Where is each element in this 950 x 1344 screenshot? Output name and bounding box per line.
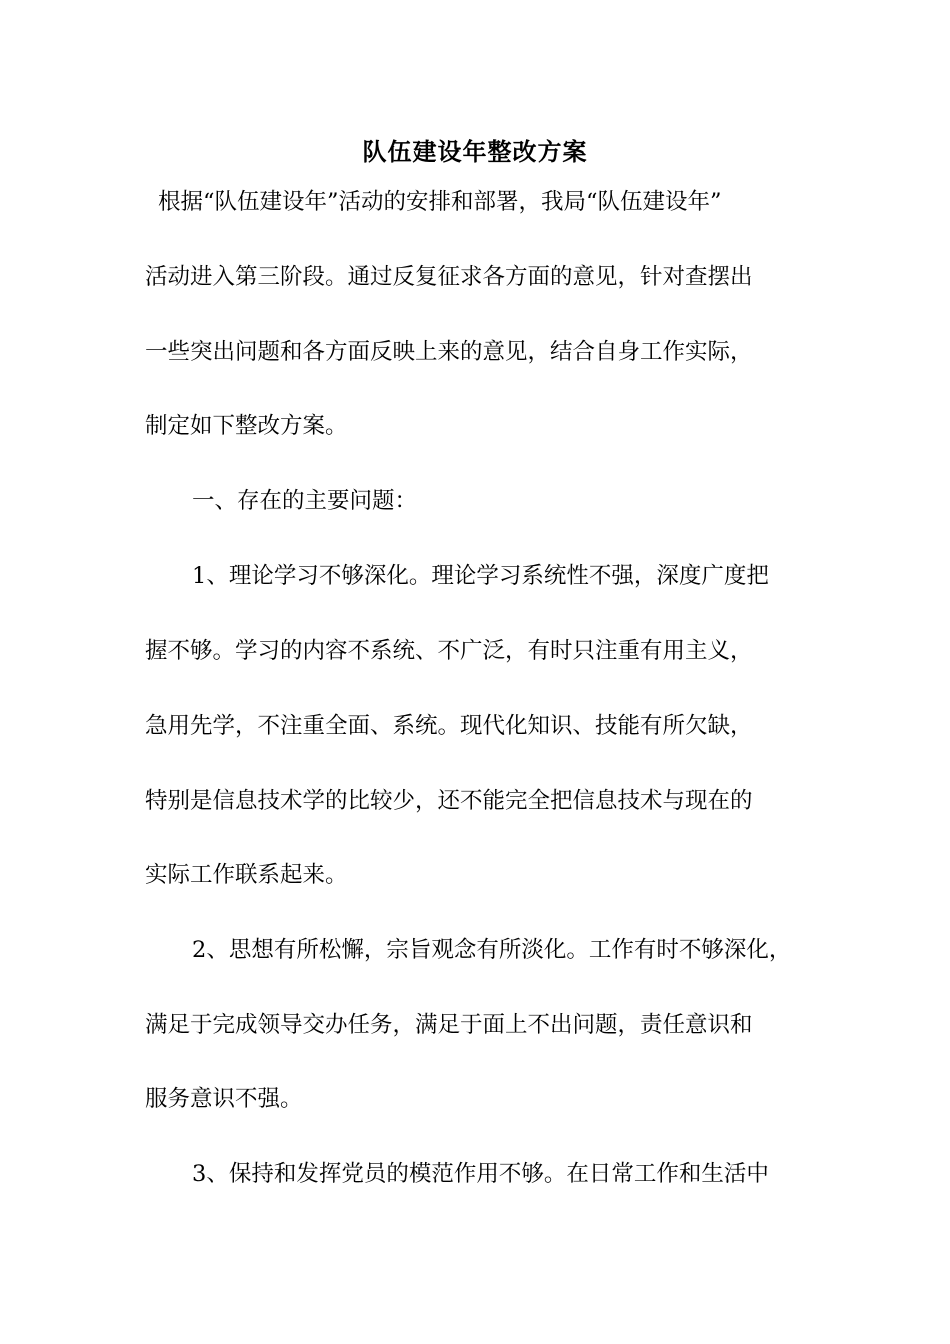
paragraph-line: 握不够。学习的内容不系统、不广泛，有时只注重有用主义， xyxy=(145,638,753,664)
paragraph-line: 1、理论学习不够深化。理论学习系统性不强，深度广度把 xyxy=(192,563,769,589)
paragraph-line: 实际工作联系起来。 xyxy=(145,862,348,888)
paragraph-line: 一些突出问题和各方面反映上来的意见，结合自身工作实际， xyxy=(145,339,753,365)
paragraph-line: 服务意识不强。 xyxy=(145,1086,303,1112)
paragraph-line: 3、保持和发挥党员的模范作用不够。在日常工作和生活中 xyxy=(192,1161,769,1187)
paragraph-line: 2、思想有所松懈，宗旨观念有所淡化。工作有时不够深化， xyxy=(192,937,792,963)
paragraph-line: 满足于完成领导交办任务，满足于面上不出问题，责任意识和 xyxy=(145,1012,753,1038)
paragraph-line: 急用先学，不注重全面、系统。现代化知识、技能有所欠缺， xyxy=(145,713,753,739)
paragraph-line: 根据“队伍建设年”活动的安排和部署，我局“队伍建设年” xyxy=(158,189,722,215)
section-heading: 一、存在的主要问题： xyxy=(192,488,418,514)
paragraph-line: 活动进入第三阶段。通过反复征求各方面的意见，针对查摆出 xyxy=(145,264,753,290)
paragraph-line: 特别是信息技术学的比较少，还不能完全把信息技术与现在的 xyxy=(145,788,753,814)
paragraph-line: 制定如下整改方案。 xyxy=(145,413,348,439)
document-title: 队伍建设年整改方案 xyxy=(362,137,588,166)
